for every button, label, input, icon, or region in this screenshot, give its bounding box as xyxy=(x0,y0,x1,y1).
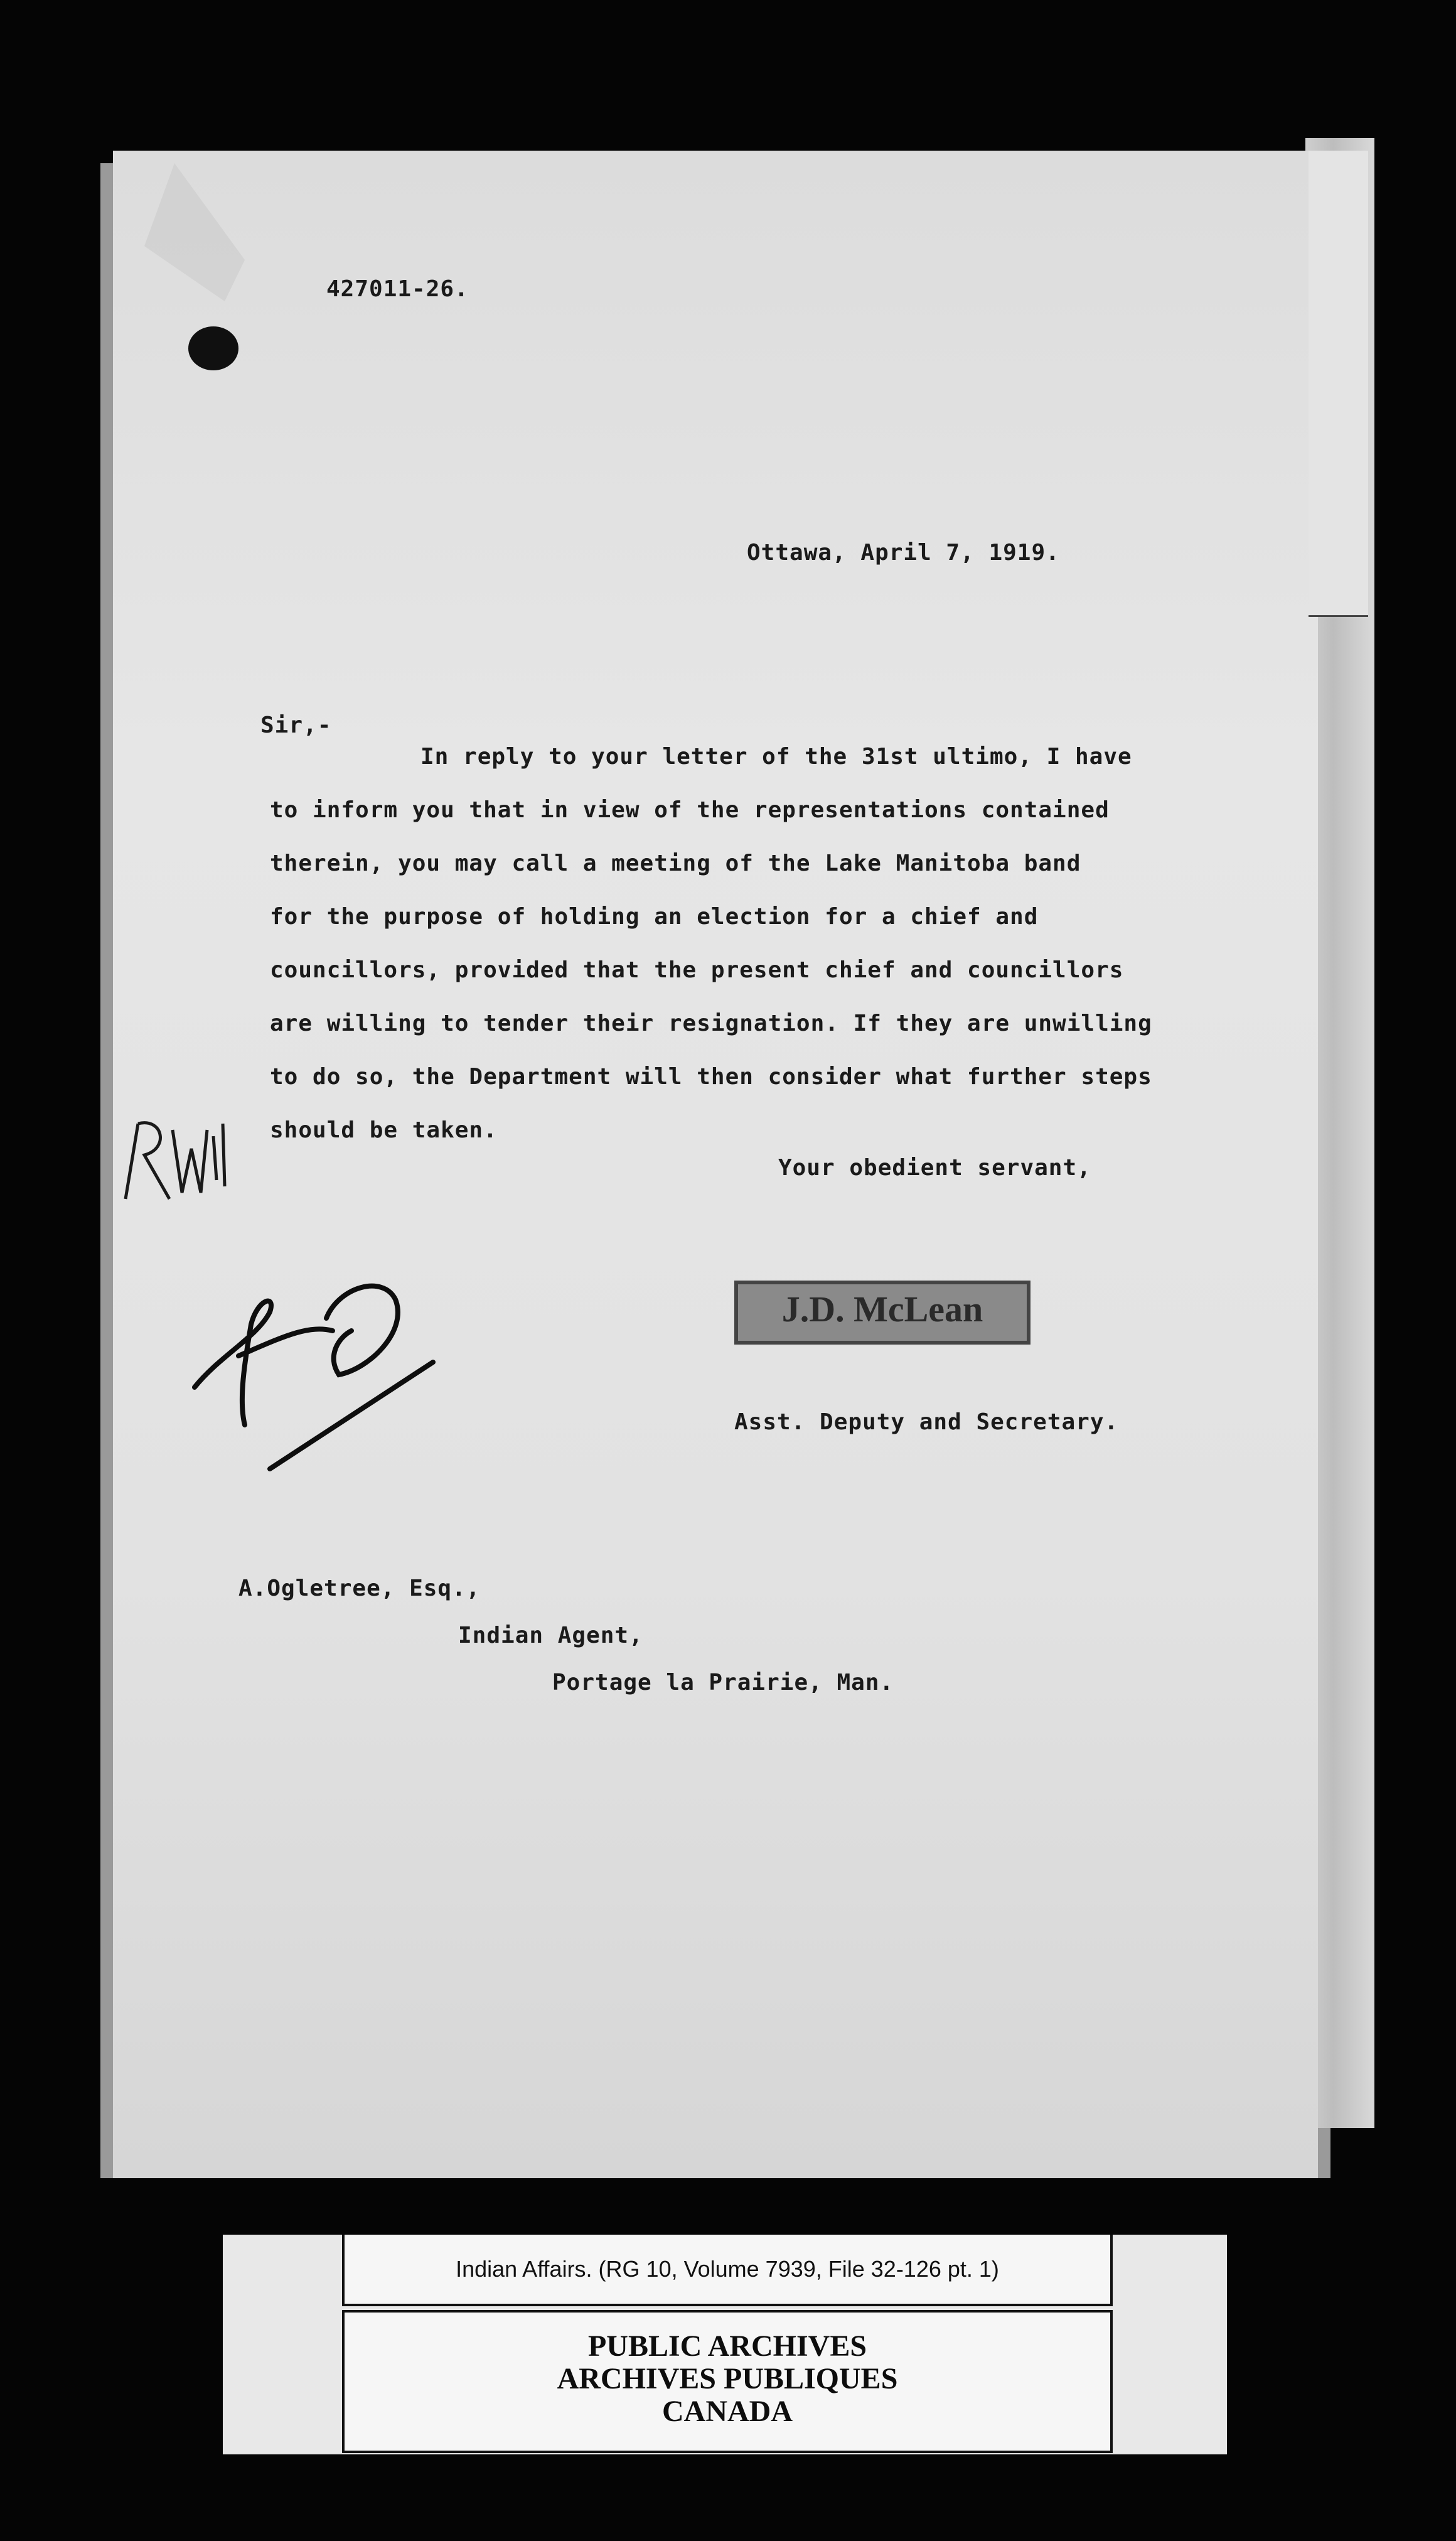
archive-label-line1: PUBLIC ARCHIVES xyxy=(587,2329,867,2363)
archive-label-line2: ARCHIVES PUBLIQUES xyxy=(557,2362,898,2395)
signature-stamp: J.D. McLean xyxy=(734,1281,1030,1345)
closing: Your obedient servant, xyxy=(778,1155,1091,1181)
body-line: for the purpose of holding an election for a chief and xyxy=(270,904,1039,930)
addressee-location: Portage la Prairie, Man. xyxy=(552,1670,894,1695)
punch-hole xyxy=(188,326,238,370)
dateline: Ottawa, April 7, 1919. xyxy=(747,540,1060,566)
archive-label xyxy=(342,2310,1113,2453)
letter-page xyxy=(113,151,1318,2178)
body-line: therein, you may call a meeting of the Lake Manitoba band xyxy=(270,851,1081,876)
addressee-name: A.Ogletree, Esq., xyxy=(238,1576,481,1601)
archive-reference: Indian Affairs. (RG 10, Volume 7939, File 32-126 pt. 1) xyxy=(342,2235,1113,2306)
addressee-title: Indian Agent, xyxy=(458,1623,643,1648)
folder-tab xyxy=(1309,151,1368,617)
archive-label-line3: CANADA xyxy=(662,2395,793,2428)
body-line: to do so, the Department will then consider what further steps xyxy=(270,1064,1152,1090)
body-line: to inform you that in view of the representations contained xyxy=(270,797,1110,823)
body-line: councillors, provided that the present chief and councillors xyxy=(270,957,1124,983)
salutation: Sir,- xyxy=(260,712,332,738)
body-line: In reply to your letter of the 31st ultimo, I have xyxy=(420,744,1132,770)
signatory-title: Asst. Deputy and Secretary. xyxy=(734,1409,1119,1435)
file-number: 427011-26. xyxy=(326,276,469,302)
handwritten-initials xyxy=(182,1262,446,1488)
body-line: are willing to tender their resignation. If they are unwilling xyxy=(270,1011,1152,1036)
handwritten-note xyxy=(113,1111,238,1211)
body-line: should be taken. xyxy=(270,1117,498,1143)
